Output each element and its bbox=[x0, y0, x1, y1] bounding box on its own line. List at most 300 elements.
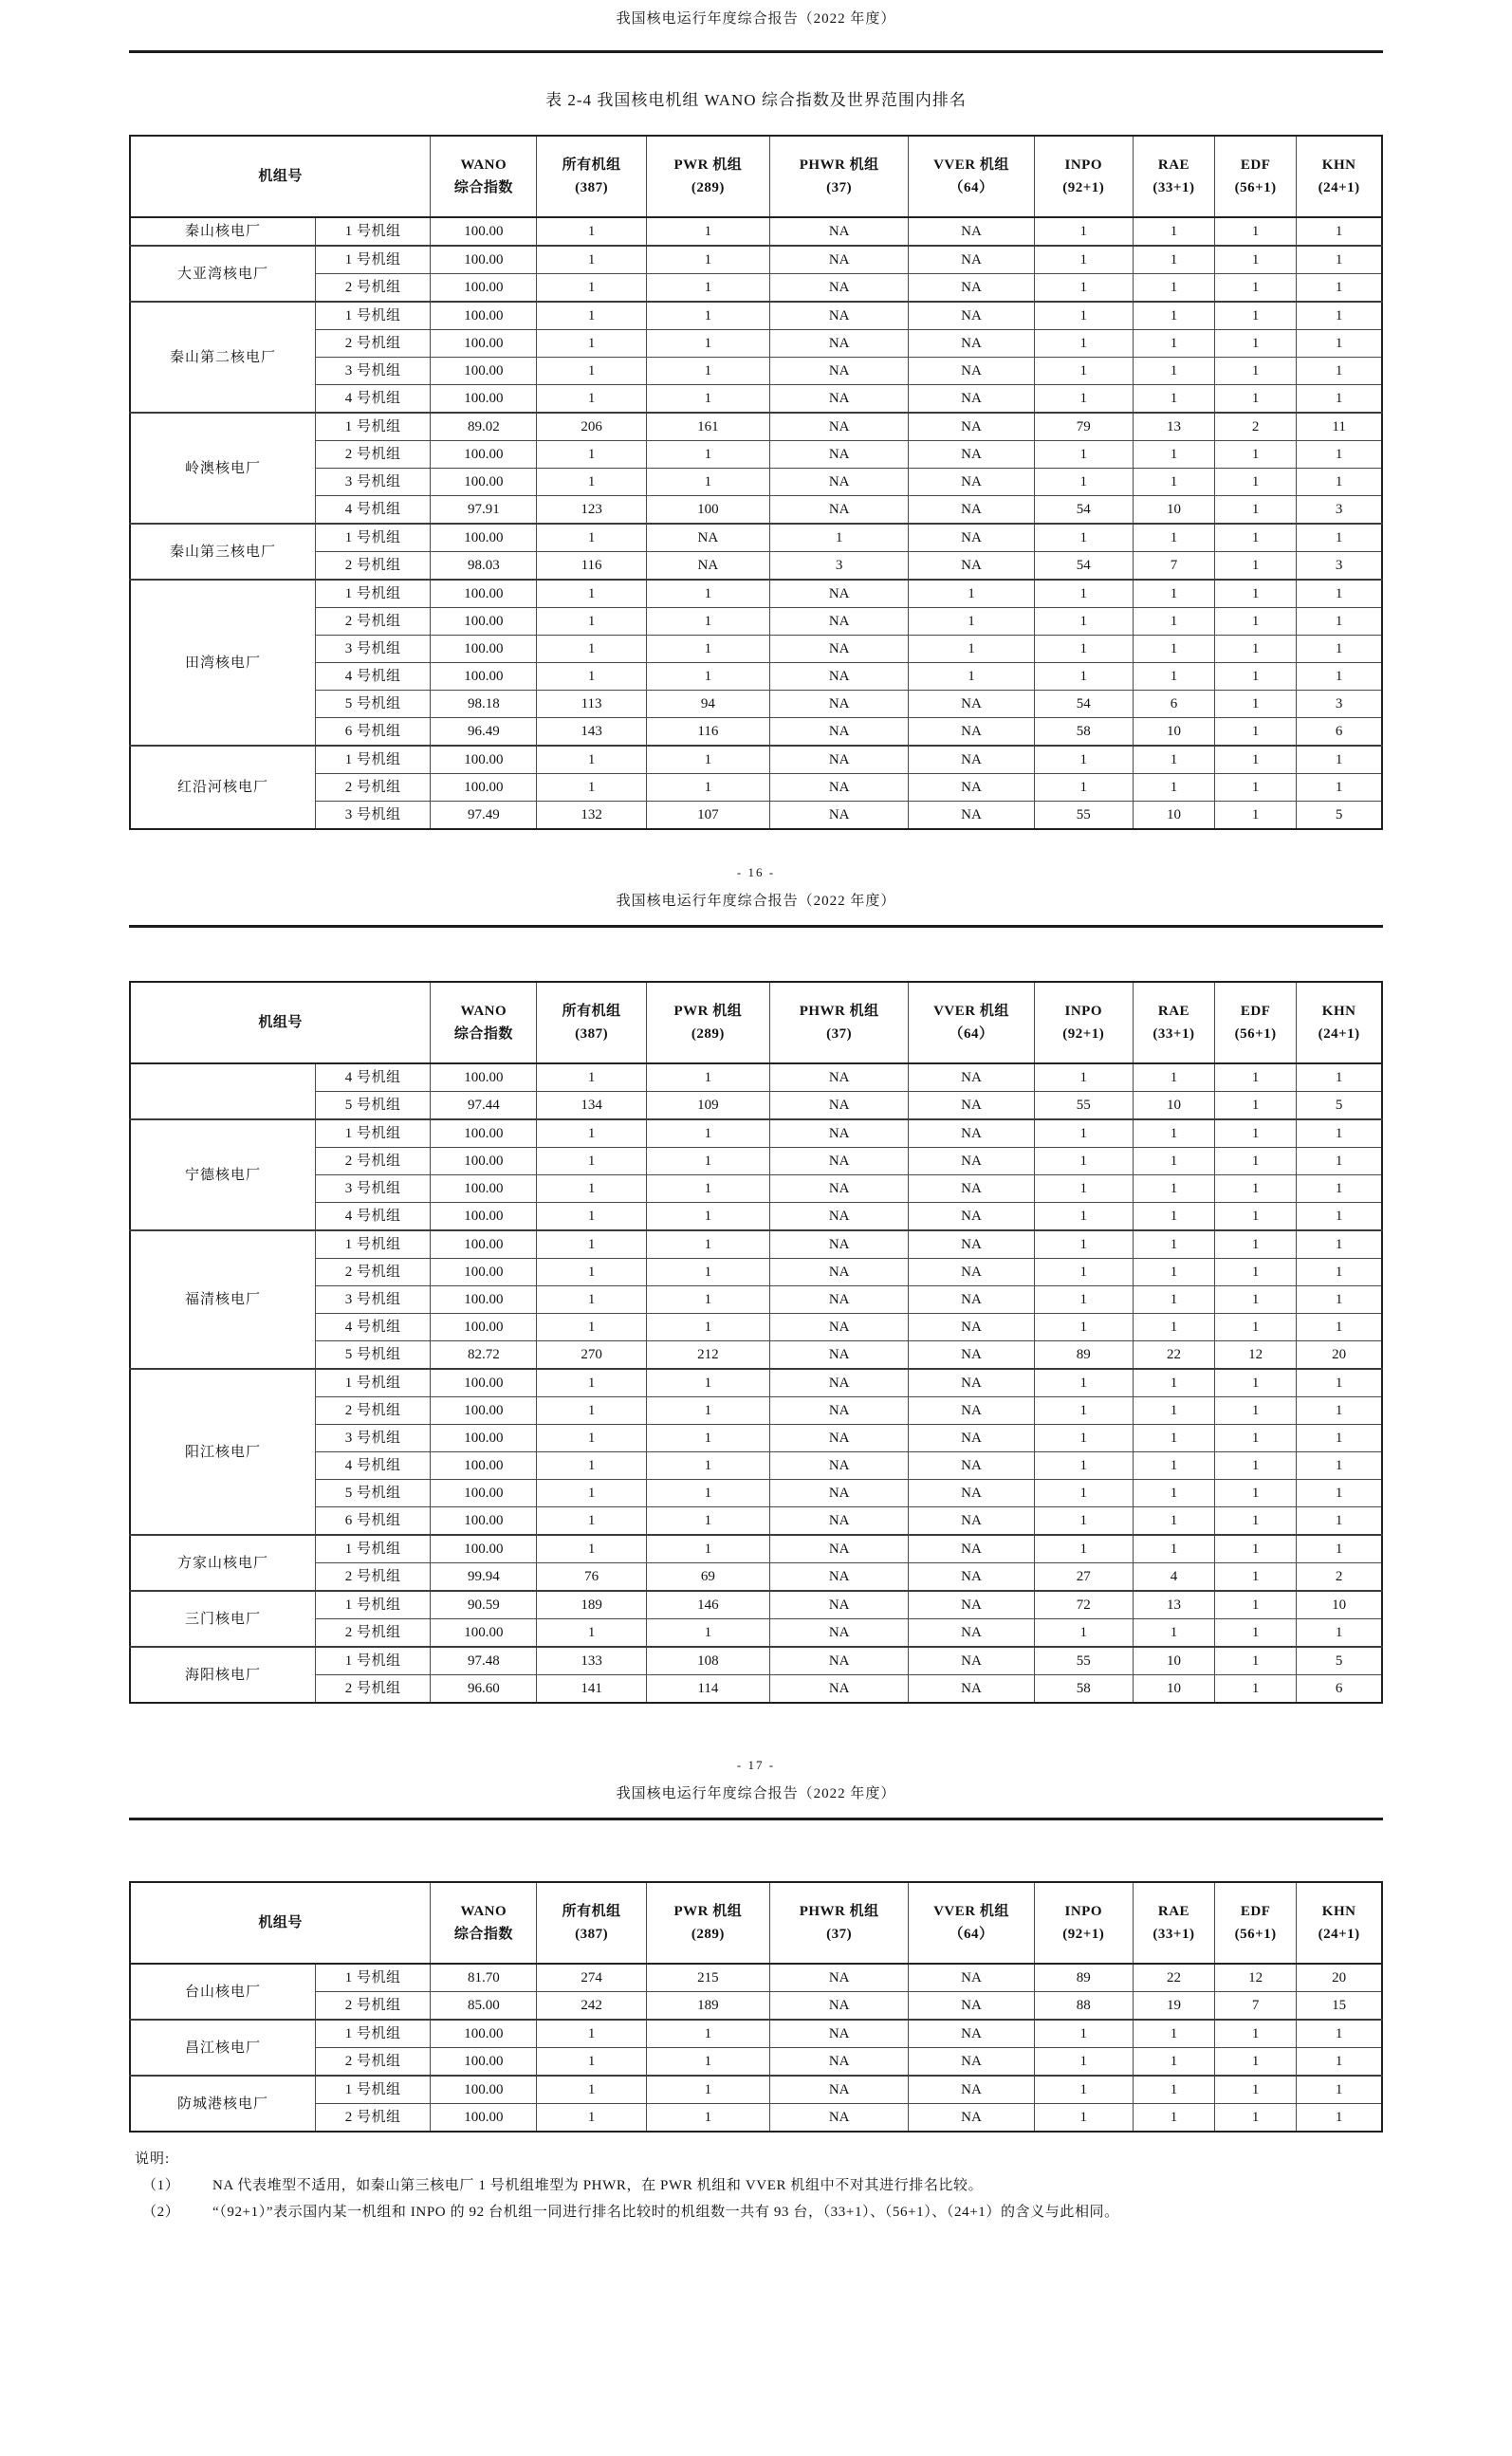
table-row bbox=[130, 1063, 1382, 1092]
value-cell-wano-index: 100.00 bbox=[431, 608, 537, 636]
value-cell-phwr-units: NA bbox=[770, 1175, 909, 1203]
value-cell-all-units: 141 bbox=[537, 1675, 646, 1704]
value-cell-vver-units: NA bbox=[909, 1063, 1034, 1092]
value-cell-edf: 2 bbox=[1215, 413, 1297, 441]
value-cell-all-units: 1 bbox=[537, 1452, 646, 1480]
value-cell-wano-index: 97.48 bbox=[431, 1647, 537, 1675]
value-cell-vver-units: NA bbox=[909, 217, 1034, 246]
value-cell-phwr-units: NA bbox=[770, 302, 909, 330]
value-cell-rae: 7 bbox=[1133, 552, 1214, 581]
value-cell-rae: 1 bbox=[1133, 302, 1214, 330]
value-cell-wano-index: 100.00 bbox=[431, 1259, 537, 1286]
value-cell-pwr-units: 1 bbox=[646, 274, 769, 303]
unit-name-cell: 2 号机组 bbox=[315, 1259, 430, 1286]
value-cell-edf: 1 bbox=[1215, 1063, 1297, 1092]
value-cell-khn: 1 bbox=[1297, 1397, 1382, 1425]
running-header-rule-1 bbox=[129, 50, 1383, 53]
value-cell-khn: 1 bbox=[1297, 1425, 1382, 1452]
value-cell-all-units: 1 bbox=[537, 524, 646, 552]
value-cell-phwr-units: NA bbox=[770, 1964, 909, 1992]
table-row bbox=[130, 1369, 1382, 1397]
header-row bbox=[130, 1882, 1382, 1964]
value-cell-edf: 1 bbox=[1215, 441, 1297, 469]
value-cell-khn: 1 bbox=[1297, 1535, 1382, 1563]
value-cell-wano-index: 100.00 bbox=[431, 217, 537, 246]
value-cell-inpo: 27 bbox=[1034, 1563, 1133, 1592]
value-cell-rae: 19 bbox=[1133, 1992, 1214, 2021]
value-cell-inpo: 1 bbox=[1034, 217, 1133, 246]
value-cell-inpo: 1 bbox=[1034, 524, 1133, 552]
value-cell-edf: 1 bbox=[1215, 663, 1297, 691]
unit-name-cell: 3 号机组 bbox=[315, 469, 430, 496]
table-row bbox=[130, 496, 1382, 525]
notes-section bbox=[129, 2146, 1383, 2225]
value-cell-all-units: 123 bbox=[537, 496, 646, 525]
value-cell-phwr-units: NA bbox=[770, 691, 909, 718]
header-phwr-units: PHWR 机组 (37) bbox=[770, 1882, 909, 1964]
table-row bbox=[130, 469, 1382, 496]
value-cell-vver-units: 1 bbox=[909, 636, 1034, 663]
value-cell-wano-index: 100.00 bbox=[431, 1507, 537, 1536]
plant-name-cell: 秦山第三核电厂 bbox=[130, 524, 315, 580]
unit-name-cell: 3 号机组 bbox=[315, 636, 430, 663]
table-row bbox=[130, 1148, 1382, 1175]
header-rae: RAE (33+1) bbox=[1133, 136, 1214, 217]
value-cell-wano-index: 97.91 bbox=[431, 496, 537, 525]
value-cell-edf: 1 bbox=[1215, 469, 1297, 496]
value-cell-all-units: 1 bbox=[537, 1230, 646, 1259]
value-cell-rae: 1 bbox=[1133, 1452, 1214, 1480]
value-cell-all-units: 116 bbox=[537, 552, 646, 581]
value-cell-wano-index: 100.00 bbox=[431, 1286, 537, 1314]
running-header-page16: 我国核电运行年度综合报告（2022 年度） bbox=[616, 11, 896, 27]
value-cell-khn: 1 bbox=[1297, 580, 1382, 608]
header-inpo: INPO (92+1) bbox=[1034, 982, 1133, 1063]
value-cell-vver-units: NA bbox=[909, 1964, 1034, 1992]
value-cell-inpo: 1 bbox=[1034, 1452, 1133, 1480]
value-cell-wano-index: 98.03 bbox=[431, 552, 537, 581]
value-cell-khn: 1 bbox=[1297, 469, 1382, 496]
value-cell-rae: 1 bbox=[1133, 2048, 1214, 2077]
value-cell-edf: 1 bbox=[1215, 1119, 1297, 1148]
value-cell-edf: 1 bbox=[1215, 1203, 1297, 1231]
value-cell-pwr-units: 212 bbox=[646, 1341, 769, 1370]
value-cell-rae: 4 bbox=[1133, 1563, 1214, 1592]
value-cell-khn: 1 bbox=[1297, 1369, 1382, 1397]
value-cell-wano-index: 100.00 bbox=[431, 663, 537, 691]
value-cell-inpo: 1 bbox=[1034, 1425, 1133, 1452]
value-cell-vver-units: NA bbox=[909, 718, 1034, 747]
value-cell-all-units: 1 bbox=[537, 1203, 646, 1231]
value-cell-edf: 1 bbox=[1215, 1148, 1297, 1175]
value-cell-edf: 1 bbox=[1215, 1092, 1297, 1120]
value-cell-rae: 1 bbox=[1133, 274, 1214, 303]
unit-name-cell: 2 号机组 bbox=[315, 552, 430, 581]
value-cell-inpo: 1 bbox=[1034, 385, 1133, 414]
value-cell-rae: 10 bbox=[1133, 1092, 1214, 1120]
value-cell-wano-index: 97.49 bbox=[431, 802, 537, 830]
table-row bbox=[130, 246, 1382, 274]
header-edf: EDF (56+1) bbox=[1215, 982, 1297, 1063]
value-cell-rae: 1 bbox=[1133, 2076, 1214, 2104]
value-cell-vver-units: NA bbox=[909, 1259, 1034, 1286]
unit-name-cell: 3 号机组 bbox=[315, 1175, 430, 1203]
value-cell-wano-index: 100.00 bbox=[431, 1535, 537, 1563]
note-2-marker: （2） bbox=[142, 2205, 180, 2220]
value-cell-all-units: 1 bbox=[537, 1369, 646, 1397]
value-cell-edf: 1 bbox=[1215, 302, 1297, 330]
value-cell-vver-units: NA bbox=[909, 746, 1034, 774]
value-cell-all-units: 1 bbox=[537, 2104, 646, 2133]
header-wano-index: WANO 综合指数 bbox=[431, 1882, 537, 1964]
value-cell-phwr-units: NA bbox=[770, 718, 909, 747]
value-cell-vver-units: NA bbox=[909, 1563, 1034, 1592]
plant-name-cell: 海阳核电厂 bbox=[130, 1647, 315, 1703]
value-cell-all-units: 1 bbox=[537, 1314, 646, 1341]
value-cell-all-units: 1 bbox=[537, 608, 646, 636]
table-row bbox=[130, 274, 1382, 303]
value-cell-rae: 1 bbox=[1133, 1397, 1214, 1425]
value-cell-inpo: 1 bbox=[1034, 2020, 1133, 2048]
value-cell-phwr-units: NA bbox=[770, 330, 909, 358]
value-cell-edf: 1 bbox=[1215, 246, 1297, 274]
value-cell-edf: 1 bbox=[1215, 1480, 1297, 1507]
header-row bbox=[130, 136, 1382, 217]
plant-name-cell: 福清核电厂 bbox=[130, 1230, 315, 1369]
value-cell-edf: 1 bbox=[1215, 2076, 1297, 2104]
value-cell-rae: 1 bbox=[1133, 774, 1214, 802]
value-cell-edf: 1 bbox=[1215, 1535, 1297, 1563]
wano-table-section-2 bbox=[129, 981, 1383, 1704]
value-cell-vver-units: NA bbox=[909, 413, 1034, 441]
value-cell-vver-units: NA bbox=[909, 469, 1034, 496]
table-row bbox=[130, 1092, 1382, 1120]
value-cell-pwr-units: 69 bbox=[646, 1563, 769, 1592]
value-cell-pwr-units: 1 bbox=[646, 1480, 769, 1507]
note-2-text: “（92+1）”表示国内某一机组和 INPO 的 92 台机组一同进行排名比较时的机组数一共有 93 台，（33+1）、（56+1）、（24+1）的含义与此相同。 bbox=[212, 2205, 1119, 2220]
table-title: 表 2-4 我国核电机组 WANO 综合指数及世界范围内排名 bbox=[545, 91, 967, 109]
document-page bbox=[129, 0, 1383, 2225]
unit-name-cell: 3 号机组 bbox=[315, 1425, 430, 1452]
value-cell-khn: 1 bbox=[1297, 330, 1382, 358]
table-row bbox=[130, 2104, 1382, 2133]
value-cell-khn: 1 bbox=[1297, 1259, 1382, 1286]
value-cell-rae: 13 bbox=[1133, 413, 1214, 441]
value-cell-inpo: 58 bbox=[1034, 1675, 1133, 1704]
header-unit-id: 机组号 bbox=[130, 136, 431, 217]
value-cell-rae: 1 bbox=[1133, 1535, 1214, 1563]
value-cell-phwr-units: NA bbox=[770, 636, 909, 663]
value-cell-vver-units: NA bbox=[909, 1535, 1034, 1563]
unit-name-cell: 1 号机组 bbox=[315, 413, 430, 441]
value-cell-vver-units: NA bbox=[909, 1369, 1034, 1397]
value-cell-inpo: 1 bbox=[1034, 1480, 1133, 1507]
value-cell-wano-index: 100.00 bbox=[431, 1369, 537, 1397]
value-cell-edf: 1 bbox=[1215, 636, 1297, 663]
table-row bbox=[130, 1259, 1382, 1286]
value-cell-all-units: 1 bbox=[537, 441, 646, 469]
value-cell-all-units: 1 bbox=[537, 358, 646, 385]
value-cell-all-units: 76 bbox=[537, 1563, 646, 1592]
value-cell-wano-index: 100.00 bbox=[431, 469, 537, 496]
plant-name-cell: 岭澳核电厂 bbox=[130, 413, 315, 524]
unit-name-cell: 2 号机组 bbox=[315, 1619, 430, 1648]
value-cell-all-units: 206 bbox=[537, 413, 646, 441]
header-vver-units: VVER 机组 （64） bbox=[909, 136, 1034, 217]
value-cell-vver-units: NA bbox=[909, 441, 1034, 469]
value-cell-phwr-units: NA bbox=[770, 1119, 909, 1148]
value-cell-all-units: 1 bbox=[537, 217, 646, 246]
value-cell-phwr-units: NA bbox=[770, 1480, 909, 1507]
value-cell-vver-units: NA bbox=[909, 774, 1034, 802]
plant-name-cell: 田湾核电厂 bbox=[130, 580, 315, 746]
header-khn: KHN (24+1) bbox=[1297, 136, 1382, 217]
value-cell-edf: 1 bbox=[1215, 580, 1297, 608]
header-rae: RAE (33+1) bbox=[1133, 1882, 1214, 1964]
value-cell-all-units: 113 bbox=[537, 691, 646, 718]
value-cell-edf: 1 bbox=[1215, 1619, 1297, 1648]
wano-rank-table-3 bbox=[129, 1881, 1383, 2133]
value-cell-pwr-units: 1 bbox=[646, 1535, 769, 1563]
value-cell-vver-units: NA bbox=[909, 1452, 1034, 1480]
unit-name-cell: 4 号机组 bbox=[315, 496, 430, 525]
value-cell-wano-index: 100.00 bbox=[431, 1619, 537, 1648]
value-cell-all-units: 1 bbox=[537, 1148, 646, 1175]
value-cell-vver-units: NA bbox=[909, 246, 1034, 274]
value-cell-phwr-units: NA bbox=[770, 1452, 909, 1480]
value-cell-rae: 22 bbox=[1133, 1341, 1214, 1370]
table-row bbox=[130, 441, 1382, 469]
value-cell-rae: 1 bbox=[1133, 1425, 1214, 1452]
value-cell-wano-index: 100.00 bbox=[431, 746, 537, 774]
value-cell-wano-index: 100.00 bbox=[431, 2020, 537, 2048]
value-cell-pwr-units: 1 bbox=[646, 1148, 769, 1175]
value-cell-all-units: 1 bbox=[537, 274, 646, 303]
header-pwr-units: PWR 机组 (289) bbox=[646, 136, 769, 217]
value-cell-phwr-units: NA bbox=[770, 1507, 909, 1536]
value-cell-edf: 1 bbox=[1215, 718, 1297, 747]
value-cell-phwr-units: 3 bbox=[770, 552, 909, 581]
value-cell-khn: 20 bbox=[1297, 1341, 1382, 1370]
value-cell-all-units: 242 bbox=[537, 1992, 646, 2021]
table-row bbox=[130, 1286, 1382, 1314]
value-cell-inpo: 1 bbox=[1034, 1314, 1133, 1341]
value-cell-khn: 1 bbox=[1297, 1507, 1382, 1536]
value-cell-rae: 1 bbox=[1133, 636, 1214, 663]
value-cell-all-units: 1 bbox=[537, 330, 646, 358]
table-row bbox=[130, 691, 1382, 718]
table-row bbox=[130, 1591, 1382, 1619]
value-cell-inpo: 54 bbox=[1034, 496, 1133, 525]
value-cell-inpo: 1 bbox=[1034, 608, 1133, 636]
unit-name-cell: 1 号机组 bbox=[315, 1591, 430, 1619]
value-cell-pwr-units: 1 bbox=[646, 1425, 769, 1452]
header-inpo: INPO (92+1) bbox=[1034, 1882, 1133, 1964]
value-cell-edf: 1 bbox=[1215, 1452, 1297, 1480]
value-cell-pwr-units: 1 bbox=[646, 1369, 769, 1397]
value-cell-all-units: 1 bbox=[537, 746, 646, 774]
value-cell-khn: 1 bbox=[1297, 774, 1382, 802]
value-cell-inpo: 1 bbox=[1034, 580, 1133, 608]
unit-name-cell: 5 号机组 bbox=[315, 1480, 430, 1507]
value-cell-wano-index: 90.59 bbox=[431, 1591, 537, 1619]
table-row bbox=[130, 718, 1382, 747]
value-cell-wano-index: 85.00 bbox=[431, 1992, 537, 2021]
wano-rank-table-1 bbox=[129, 135, 1383, 830]
value-cell-edf: 1 bbox=[1215, 274, 1297, 303]
value-cell-all-units: 270 bbox=[537, 1341, 646, 1370]
value-cell-phwr-units: NA bbox=[770, 774, 909, 802]
value-cell-phwr-units: NA bbox=[770, 608, 909, 636]
value-cell-vver-units: NA bbox=[909, 1148, 1034, 1175]
value-cell-phwr-units: NA bbox=[770, 1286, 909, 1314]
value-cell-vver-units: NA bbox=[909, 2076, 1034, 2104]
value-cell-rae: 1 bbox=[1133, 2020, 1214, 2048]
value-cell-pwr-units: 161 bbox=[646, 413, 769, 441]
value-cell-inpo: 1 bbox=[1034, 746, 1133, 774]
value-cell-all-units: 1 bbox=[537, 2076, 646, 2104]
header-wano-index: WANO 综合指数 bbox=[431, 982, 537, 1063]
value-cell-rae: 1 bbox=[1133, 441, 1214, 469]
value-cell-phwr-units: NA bbox=[770, 1992, 909, 2021]
value-cell-inpo: 1 bbox=[1034, 274, 1133, 303]
table-row bbox=[130, 385, 1382, 414]
note-item-1 bbox=[129, 2172, 1383, 2199]
value-cell-vver-units: NA bbox=[909, 1341, 1034, 1370]
unit-name-cell: 2 号机组 bbox=[315, 774, 430, 802]
value-cell-all-units: 133 bbox=[537, 1647, 646, 1675]
value-cell-phwr-units: NA bbox=[770, 1369, 909, 1397]
value-cell-pwr-units: 1 bbox=[646, 1259, 769, 1286]
unit-name-cell: 1 号机组 bbox=[315, 1369, 430, 1397]
value-cell-edf: 1 bbox=[1215, 746, 1297, 774]
table-row bbox=[130, 330, 1382, 358]
value-cell-pwr-units: NA bbox=[646, 524, 769, 552]
value-cell-inpo: 79 bbox=[1034, 413, 1133, 441]
value-cell-rae: 13 bbox=[1133, 1591, 1214, 1619]
value-cell-inpo: 89 bbox=[1034, 1964, 1133, 1992]
value-cell-inpo: 54 bbox=[1034, 691, 1133, 718]
value-cell-pwr-units: 1 bbox=[646, 608, 769, 636]
value-cell-rae: 1 bbox=[1133, 217, 1214, 246]
table-row bbox=[130, 1425, 1382, 1452]
value-cell-pwr-units: 107 bbox=[646, 802, 769, 830]
value-cell-pwr-units: 100 bbox=[646, 496, 769, 525]
value-cell-phwr-units: NA bbox=[770, 1397, 909, 1425]
value-cell-phwr-units: NA bbox=[770, 1092, 909, 1120]
value-cell-wano-index: 96.60 bbox=[431, 1675, 537, 1704]
unit-name-cell: 4 号机组 bbox=[315, 1063, 430, 1092]
value-cell-wano-index: 100.00 bbox=[431, 358, 537, 385]
value-cell-all-units: 1 bbox=[537, 663, 646, 691]
value-cell-pwr-units: 1 bbox=[646, 302, 769, 330]
value-cell-phwr-units: NA bbox=[770, 413, 909, 441]
table-row bbox=[130, 2048, 1382, 2077]
value-cell-khn: 15 bbox=[1297, 1992, 1382, 2021]
value-cell-wano-index: 100.00 bbox=[431, 636, 537, 663]
value-cell-phwr-units: NA bbox=[770, 1230, 909, 1259]
table-row bbox=[130, 1619, 1382, 1648]
value-cell-edf: 1 bbox=[1215, 1230, 1297, 1259]
value-cell-vver-units: NA bbox=[909, 1286, 1034, 1314]
unit-name-cell: 2 号机组 bbox=[315, 2048, 430, 2077]
value-cell-khn: 1 bbox=[1297, 302, 1382, 330]
value-cell-phwr-units: NA bbox=[770, 2048, 909, 2077]
unit-name-cell: 1 号机组 bbox=[315, 1647, 430, 1675]
value-cell-inpo: 88 bbox=[1034, 1992, 1133, 2021]
unit-name-cell: 1 号机组 bbox=[315, 1535, 430, 1563]
header-khn: KHN (24+1) bbox=[1297, 1882, 1382, 1964]
value-cell-edf: 1 bbox=[1215, 1259, 1297, 1286]
value-cell-pwr-units: 1 bbox=[646, 1452, 769, 1480]
value-cell-pwr-units: 1 bbox=[646, 774, 769, 802]
value-cell-phwr-units: NA bbox=[770, 2076, 909, 2104]
value-cell-wano-index: 100.00 bbox=[431, 330, 537, 358]
header-edf: EDF (56+1) bbox=[1215, 136, 1297, 217]
value-cell-khn: 6 bbox=[1297, 1675, 1382, 1704]
value-cell-vver-units: NA bbox=[909, 552, 1034, 581]
value-cell-phwr-units: NA bbox=[770, 663, 909, 691]
plant-name-cell: 昌江核电厂 bbox=[130, 2020, 315, 2076]
value-cell-phwr-units: NA bbox=[770, 1341, 909, 1370]
header-vver-units: VVER 机组 （64） bbox=[909, 1882, 1034, 1964]
value-cell-edf: 1 bbox=[1215, 358, 1297, 385]
value-cell-rae: 10 bbox=[1133, 1675, 1214, 1704]
value-cell-rae: 1 bbox=[1133, 469, 1214, 496]
header-phwr-units: PHWR 机组 (37) bbox=[770, 136, 909, 217]
value-cell-phwr-units: NA bbox=[770, 358, 909, 385]
value-cell-pwr-units: 108 bbox=[646, 1647, 769, 1675]
value-cell-wano-index: 100.00 bbox=[431, 1119, 537, 1148]
value-cell-inpo: 1 bbox=[1034, 2048, 1133, 2077]
value-cell-rae: 1 bbox=[1133, 1175, 1214, 1203]
value-cell-edf: 1 bbox=[1215, 385, 1297, 414]
page-number-16: - 16 - bbox=[736, 865, 776, 879]
value-cell-vver-units: NA bbox=[909, 2104, 1034, 2133]
unit-name-cell: 1 号机组 bbox=[315, 302, 430, 330]
header-inpo: INPO (92+1) bbox=[1034, 136, 1133, 217]
table-row bbox=[130, 217, 1382, 246]
unit-name-cell: 2 号机组 bbox=[315, 441, 430, 469]
table-row bbox=[130, 1563, 1382, 1592]
value-cell-pwr-units: 1 bbox=[646, 1619, 769, 1648]
value-cell-edf: 1 bbox=[1215, 774, 1297, 802]
value-cell-khn: 1 bbox=[1297, 1119, 1382, 1148]
value-cell-all-units: 1 bbox=[537, 1507, 646, 1536]
page-number-17: - 17 - bbox=[736, 1758, 776, 1772]
value-cell-vver-units: NA bbox=[909, 802, 1034, 830]
value-cell-rae: 1 bbox=[1133, 1203, 1214, 1231]
value-cell-edf: 1 bbox=[1215, 552, 1297, 581]
running-header-page18: 我国核电运行年度综合报告（2022 年度） bbox=[616, 1786, 896, 1801]
value-cell-all-units: 274 bbox=[537, 1964, 646, 1992]
value-cell-inpo: 1 bbox=[1034, 441, 1133, 469]
value-cell-vver-units: NA bbox=[909, 1675, 1034, 1704]
value-cell-pwr-units: NA bbox=[646, 552, 769, 581]
value-cell-khn: 1 bbox=[1297, 358, 1382, 385]
value-cell-phwr-units: NA bbox=[770, 246, 909, 274]
value-cell-inpo: 1 bbox=[1034, 469, 1133, 496]
value-cell-pwr-units: 1 bbox=[646, 1397, 769, 1425]
value-cell-all-units: 1 bbox=[537, 246, 646, 274]
plant-name-cell: 台山核电厂 bbox=[130, 1964, 315, 2020]
value-cell-khn: 1 bbox=[1297, 524, 1382, 552]
value-cell-wano-index: 100.00 bbox=[431, 774, 537, 802]
value-cell-pwr-units: 146 bbox=[646, 1591, 769, 1619]
value-cell-khn: 1 bbox=[1297, 746, 1382, 774]
value-cell-vver-units: NA bbox=[909, 358, 1034, 385]
value-cell-inpo: 58 bbox=[1034, 718, 1133, 747]
